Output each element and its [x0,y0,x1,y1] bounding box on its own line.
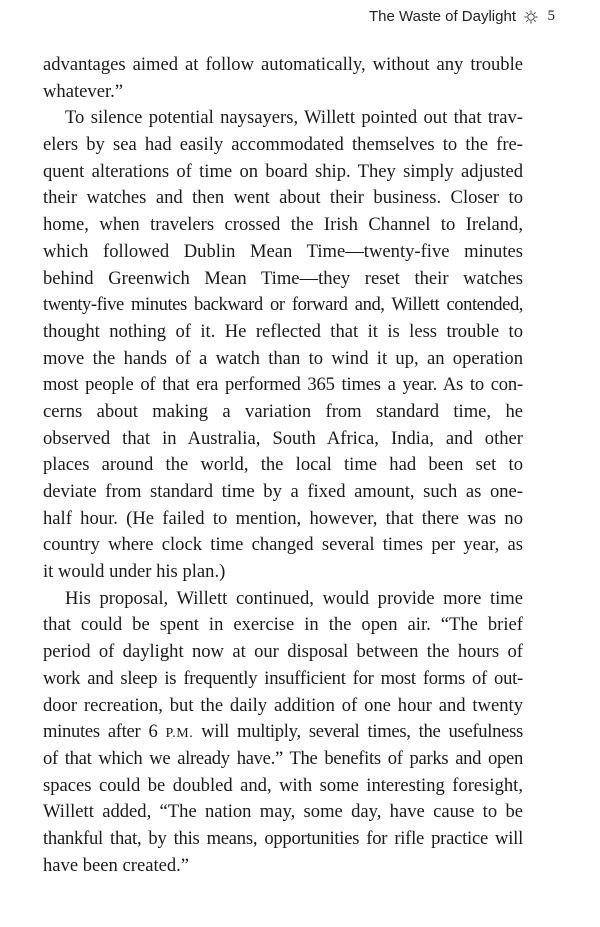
text-line: twenty-five minutes backward or forward and, Willett contended, [43,294,523,316]
text-line: door recreation, but the daily addition of one hour and twenty [43,694,523,716]
text-line: move the hands of a watch than to wind it up, an operation [43,347,523,369]
text-line: advantages aimed at follow automatically, without any trouble [43,54,523,75]
small-caps-text: P.M. [165,726,194,742]
running-head [368,8,555,25]
text-line: To silence potential naysayers, Willett pointed out that trav- [65,107,523,129]
text-line: spaces could be doubled and, with some interesting foresight, [43,774,523,796]
text-line: quent alterations of time on board ship. They simply adjusted [43,160,523,182]
text-line: it would under his plan.) [43,561,226,583]
text-line: which followed Dublin Mean Time—twenty-five minutes [43,240,523,262]
text-line: elers by sea had easily accommodated themselves to the fre- [43,134,523,156]
text-line: deviate from standard time by a fixed amount, such as one- [43,481,523,502]
sun-ornament-icon [524,10,538,24]
text-line: their watches and then went about their business. Closer to [43,187,523,209]
text-line: Willett added, “The nation may, some day, have cause to be [43,801,523,823]
paragraph [43,586,523,880]
page-number: 5 [547,8,555,24]
text-line: thought nothing of it. He reflected that it is less trouble to [43,320,523,342]
paragraph [43,52,523,105]
text-line: cerns about making a variation from standard time, he [43,400,523,422]
text-line: that could be spent in exercise in the open air. “The brief [43,614,523,636]
chapter-title: The Waste of Daylight [368,8,516,25]
text-line: places around the world, the local time had been set to [43,454,523,476]
text-line: period of daylight now at our disposal between the hours of [43,641,523,663]
text-line: His proposal, Willett continued, would provide more time [65,587,523,609]
paragraph [43,105,523,585]
text-line: home, when travelers crossed the Irish Channel to Ireland, [43,214,523,236]
text-line: observed that in Australia, South Africa, India, and other [43,427,523,449]
text-line: whatever.” [43,80,124,102]
text-line: country where clock time changed several times per year, as [43,534,523,556]
text-line: of that which we already have.” The benefits of parks and open [43,747,523,769]
text-line: minutes after 6 P.M. will multiply, several times, the usefulness [43,721,523,743]
text-line: behind Greenwich Mean Time—they reset their watches [43,267,523,289]
text-line: work and sleep is frequently insufficient for most forms of out- [43,667,523,689]
text-line: have been created.” [43,854,190,876]
text-line: most people of that era performed 365 times a year. As to con- [43,374,523,396]
text-line: thankful that, by this means, opportunities for rifle practice will [43,827,523,849]
body-text [43,52,523,879]
text-line: half hour. (He failed to mention, however, that there was no [43,507,523,529]
